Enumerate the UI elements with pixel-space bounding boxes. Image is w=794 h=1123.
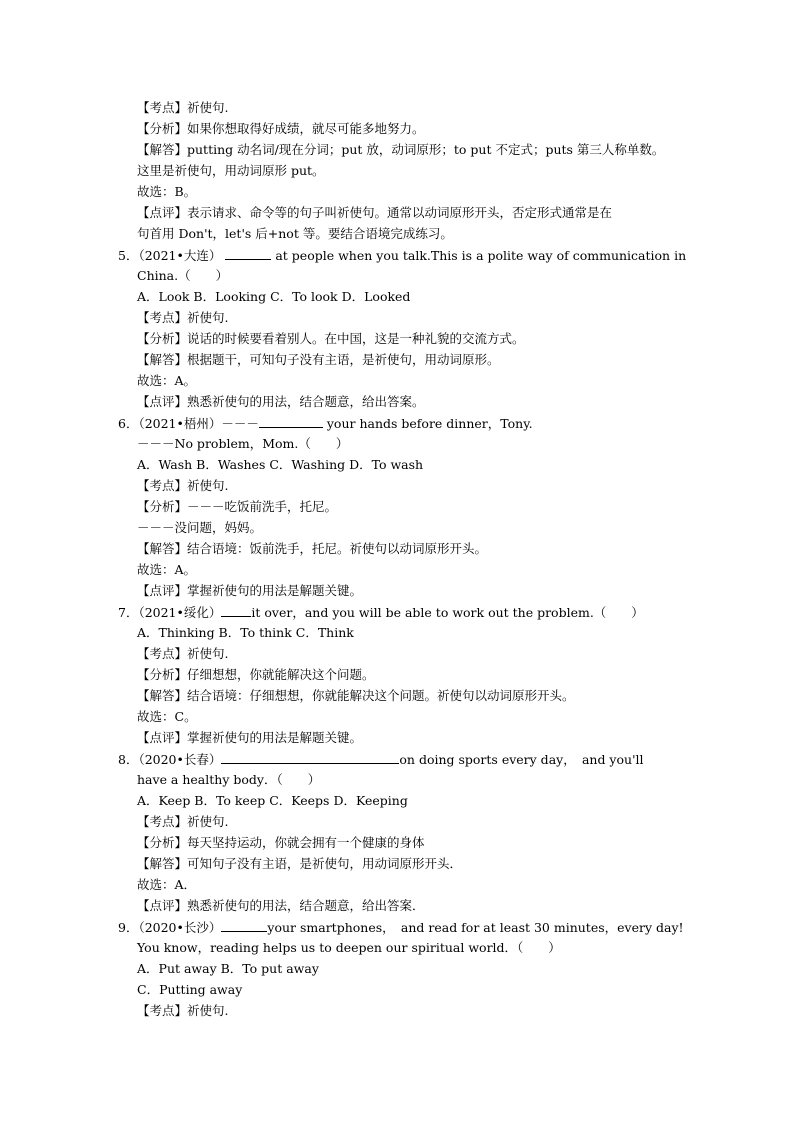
answer-blank[interactable] [225, 247, 271, 260]
answer-blank[interactable] [221, 919, 267, 932]
question-source: （2021•绥化） [138, 605, 222, 620]
question-number: 6． [118, 416, 139, 431]
question-stem: your hands before dinner，Tony. [326, 416, 533, 431]
answer-blank[interactable] [259, 415, 323, 428]
question-source: （2020•长沙） [138, 920, 222, 935]
question-number: 8． [118, 752, 139, 767]
answer-blank[interactable] [221, 751, 399, 764]
q8-stem-line-1 [118, 751, 644, 768]
q8-kaodian: 【考点】祈使句. [137, 814, 229, 829]
q5-jieda: 【解答】根据题干，可知句子没有主语，是祈使句，用动词原形。 [137, 352, 500, 367]
question-number: 5． [118, 248, 139, 263]
q4-jieda-2: 这里是祈使句，用动词原形 put。 [137, 163, 325, 178]
q4-kaodian: 【考点】祈使句. [137, 100, 229, 115]
question-number: 9． [118, 920, 139, 935]
q4-jieda-1: 【解答】putting 动名词/现在分词；put 放，动词原形；to put 不定式；puts 第三人称单数。 [137, 142, 665, 157]
q6-dianping: 【点评】掌握祈使句的用法是解题关键。 [137, 583, 363, 598]
q9-stem-line-2: You know，reading helps us to deepen our spiritual world．（ ） [137, 940, 561, 955]
q4-fenxi: 【分析】如果你想取得好成绩，就尽可能多地努力。 [137, 121, 425, 136]
q5-dianping: 【点评】熟悉祈使句的用法，结合题意，给出答案。 [137, 394, 425, 409]
q5-stem-line-1 [118, 247, 686, 264]
q6-jieda: 【解答】结合语境：饭前洗手，托尼。祈使句以动词原形开头。 [137, 541, 488, 556]
q5-fenxi: 【分析】说话的时候要看着别人。在中国，这是一种礼貌的交流方式。 [137, 331, 525, 346]
q8-guxuan: 故选：A． [137, 877, 197, 892]
q7-options: A．Thinking B．To think C．Think [137, 625, 354, 640]
q8-dianping: 【点评】熟悉祈使句的用法，结合题意，给出答案． [137, 898, 425, 913]
q9-kaodian: 【考点】祈使句. [137, 1003, 229, 1018]
q4-dianping-1: 【点评】表示请求、命令等的句子叫祈使句。通常以动词原形开头，否定形式通常是在 [137, 205, 613, 220]
question-stem: at people when you talk.This is a polite way of communication in [275, 248, 687, 263]
q9-options-2: C．Putting away [137, 982, 243, 997]
question-source: （2020•长春） [138, 752, 222, 767]
question-source: （2021•大连） [138, 248, 222, 263]
q4-dianping-2: 句首用 Don't，let's 后+not 等。要结合语境完成练习。 [137, 226, 453, 241]
q8-stem-line-2: have a healthy body．（ ） [137, 772, 321, 787]
question-source: （2021•梧州）－－－ [138, 416, 259, 431]
q8-options: A．Keep B．To keep C．Keeps D．Keeping [137, 793, 408, 808]
q8-jieda: 【解答】可知句子没有主语，是祈使句，用动词原形开头． [137, 856, 463, 871]
q4-guxuan: 故选：B。 [137, 184, 197, 199]
question-number: 7． [118, 605, 139, 620]
q7-stem [118, 604, 644, 621]
q9-options-1: A．Put away B．To put away [137, 961, 319, 976]
q7-dianping: 【点评】掌握祈使句的用法是解题关键。 [137, 730, 363, 745]
q7-guxuan: 故选：C。 [137, 709, 197, 724]
q6-kaodian: 【考点】祈使句. [137, 478, 229, 493]
question-stem: your smartphones， and read for at least 30 minutes，every day! [267, 920, 684, 935]
q9-stem-line-1 [118, 919, 684, 936]
q7-jieda: 【解答】结合语境：仔细想想，你就能解决这个问题。祈使句以动词原形开头。 [137, 688, 575, 703]
q6-guxuan: 故选：A。 [137, 562, 197, 577]
q8-fenxi: 【分析】每天坚持运动，你就会拥有一个健康的身体 [137, 835, 425, 850]
q5-kaodian: 【考点】祈使句. [137, 310, 229, 325]
q7-kaodian: 【考点】祈使句. [137, 646, 229, 661]
q6-stem-line-1 [118, 415, 533, 432]
q5-guxuan: 故选：A。 [137, 373, 197, 388]
question-stem: on doing sports every day， and you'll [399, 752, 644, 767]
q5-options: A．Look B．Looking C．To look D．Looked [137, 289, 411, 304]
q5-stem-line-2: China.（ ） [137, 268, 229, 283]
question-stem: it over，and you will be able to work out the problem.（ ） [251, 605, 644, 620]
q6-fenxi-1: 【分析】－－－吃饭前洗手，托尼。 [137, 499, 338, 514]
q6-fenxi-2: －－－没问题，妈妈。 [137, 520, 263, 535]
q7-fenxi: 【分析】仔细想想，你就能解决这个问题。 [137, 667, 375, 682]
answer-blank[interactable] [221, 604, 251, 617]
q6-options: A．Wash B．Washes C．Washing D．To wash [137, 457, 424, 472]
q6-stem-line-2: －－－No problem，Mom.（ ） [137, 436, 349, 451]
